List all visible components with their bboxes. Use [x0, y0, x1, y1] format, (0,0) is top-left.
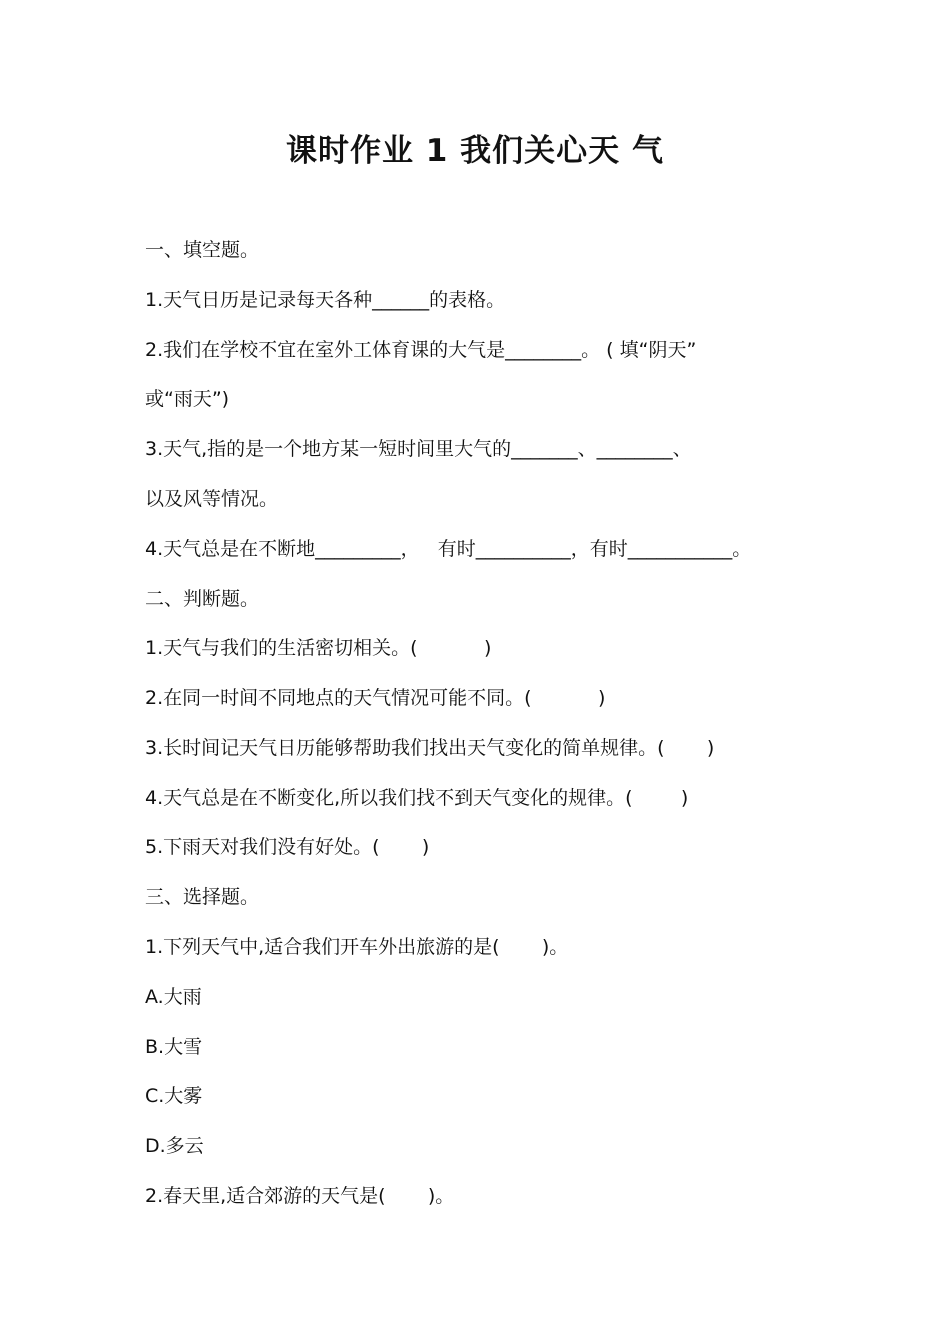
choice-option-a: A.大雨 [145, 986, 202, 1008]
judge-question-4: 4.天气总是在不断变化,所以我们找不到天气变化的规律。( ) [145, 787, 689, 809]
section-heading-choice: 三、选择题。 [145, 886, 260, 908]
section-heading-fill-in: 一、填空题。 [145, 239, 260, 261]
fill-question-3: 3.天气,指的是一个地方某一短时间里大气的_______、________、 [145, 438, 692, 460]
choice-option-d: D.多云 [145, 1135, 204, 1157]
fill-question-2-continued: 或“雨天”) [145, 388, 230, 410]
fill-question-3-continued: 以及风等情况。 [145, 488, 279, 510]
judge-question-2: 2.在同一时间不同地点的天气情况可能不同。( ) [145, 687, 606, 709]
page-title: 课时作业 1 我们关心天 气 [286, 133, 664, 169]
choice-option-b: B.大雪 [145, 1036, 203, 1058]
choice-question-1: 1.下列天气中,适合我们开车外出旅游的是( )。 [145, 936, 569, 958]
fill-question-2: 2.我们在学校不宜在室外工体育课的大气是________。 ( 填“阴天” [145, 339, 697, 361]
fill-question-4: 4.天气总是在不断地_________， 有时__________，有时___________。 [145, 538, 752, 560]
section-heading-judge: 二、判断题。 [145, 588, 260, 610]
choice-option-c: C.大雾 [145, 1085, 203, 1107]
judge-question-5: 5.下雨天对我们没有好处。( ) [145, 836, 430, 858]
judge-question-1: 1.天气与我们的生活密切相关。( ) [145, 637, 492, 659]
fill-question-1: 1.天气日历是记录每天各种______的表格。 [145, 289, 506, 311]
choice-question-2: 2.春天里,适合郊游的天气是( )。 [145, 1185, 455, 1207]
judge-question-3: 3.长时间记天气日历能够帮助我们找出天气变化的简单规律。( ) [145, 737, 715, 759]
